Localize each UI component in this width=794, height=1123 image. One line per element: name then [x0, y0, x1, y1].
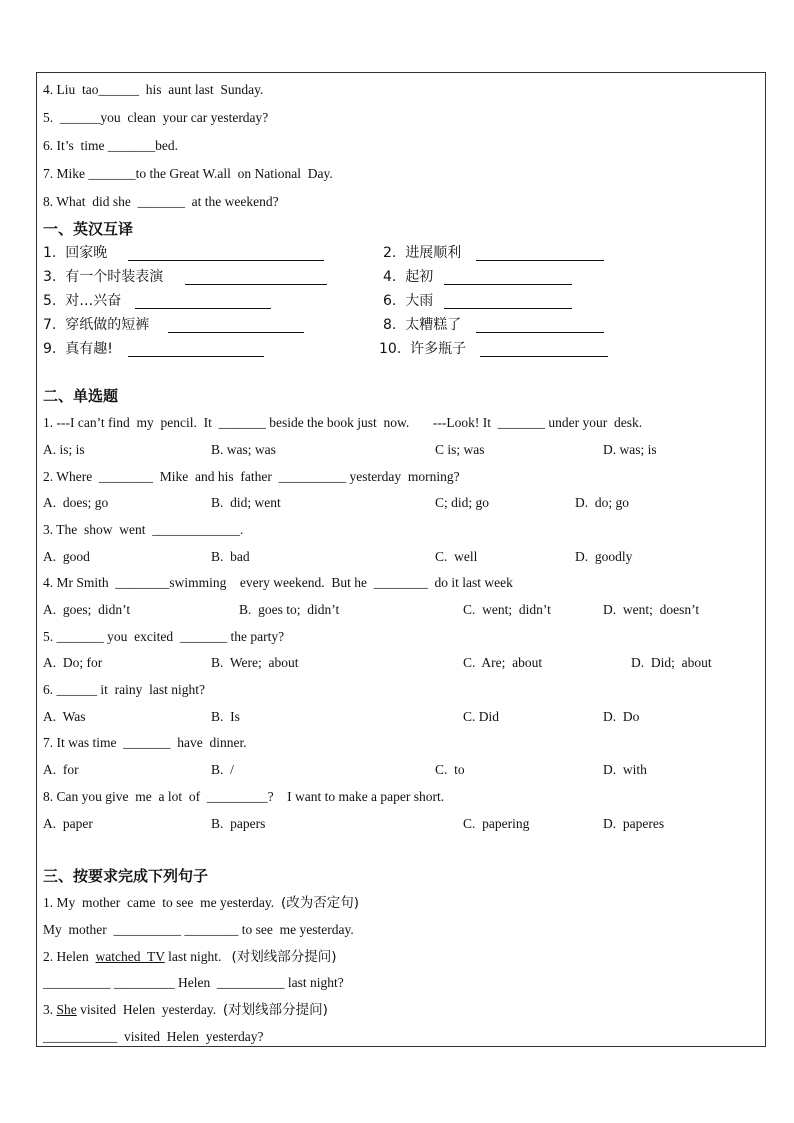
section-heading-choice: 二、单选题: [43, 387, 119, 405]
underlined-text: She: [56, 1002, 77, 1017]
section-heading-translation: 一、英汉互译: [43, 220, 134, 238]
rewrite-question: [43, 894, 359, 912]
vocab-number: 3.: [43, 269, 57, 285]
question-text: 1. My mother came to see me yesterday.: [43, 895, 281, 910]
option: A. Was: [43, 709, 86, 724]
option: A. Do; for: [43, 655, 103, 670]
option: B. was; was: [211, 442, 276, 457]
vocab-chinese: 许多瓶子: [410, 341, 467, 357]
vocab-number: 9.: [43, 341, 57, 357]
question: 3. The show went _____________.: [43, 522, 244, 537]
option: A. good: [43, 549, 90, 564]
fill-line: 7. Mike _______to the Great W.all on National Day.: [43, 166, 333, 181]
instruction-text: (改为否定句): [280, 895, 359, 911]
vocab-item: [383, 244, 461, 262]
vocab-number: 6.: [383, 293, 397, 309]
instruction-text: (对划线部分提问): [231, 949, 337, 965]
answer-blank: [480, 356, 608, 357]
question: 4. Mr Smith ________swimming every weekend. But he ________ do it last week: [43, 575, 513, 590]
vocab-number: 4.: [383, 269, 397, 285]
vocab-number: 10.: [379, 341, 402, 357]
option: A. is; is: [43, 442, 85, 457]
rewrite-answer: ___________ visited Helen yesterday?: [43, 1029, 264, 1044]
answer-blank: [128, 356, 264, 357]
option: A. for: [43, 762, 79, 777]
option: D. went; doesn’t: [603, 602, 700, 617]
rewrite-question: [43, 948, 337, 966]
option: B. papers: [211, 816, 266, 831]
section-heading-rewrite: 三、按要求完成下列句子: [43, 867, 209, 885]
option: C. went; didn’t: [463, 602, 551, 617]
fill-line: 6. It’s time _______bed.: [43, 138, 178, 153]
option: A. paper: [43, 816, 93, 831]
rewrite-answer: __________ _________ Helen __________ last night?: [43, 975, 344, 990]
question: 6. ______ it rainy last night?: [43, 682, 205, 697]
vocab-chinese: 大雨: [405, 293, 434, 309]
option: D. goodly: [575, 549, 633, 564]
vocab-number: 1.: [43, 245, 57, 261]
option: C. Did: [463, 709, 500, 724]
instruction-text: (对划线部分提问): [222, 1002, 328, 1018]
vocab-item: [379, 340, 466, 358]
option: B. Is: [211, 709, 240, 724]
rewrite-question: [43, 1001, 328, 1019]
option: C. well: [435, 549, 478, 564]
question-text: 3.: [43, 1002, 57, 1017]
vocab-item: [383, 268, 433, 286]
question-text: visited Helen yesterday.: [76, 1002, 223, 1017]
option: D. do; go: [575, 495, 629, 510]
option: C. Are; about: [463, 655, 543, 670]
vocab-chinese: 穿纸做的短裤: [65, 317, 150, 333]
question-text: last night.: [164, 949, 232, 964]
option: B. goes to; didn’t: [239, 602, 340, 617]
vocab-chinese: 有一个时装表演: [65, 269, 164, 285]
answer-blank: [128, 260, 324, 261]
option: C is; was: [435, 442, 485, 457]
option: D. with: [603, 762, 647, 777]
vocab-chinese: 回家晚: [65, 245, 108, 261]
answer-blank: [444, 284, 572, 285]
fill-line: 5. ______you clean your car yesterday?: [43, 110, 269, 125]
option: B. Were; about: [211, 655, 299, 670]
vocab-chinese: 真有趣!: [65, 341, 113, 357]
vocab-chinese: 起初: [405, 269, 434, 285]
vocab-item: [43, 340, 113, 358]
option: D. was; is: [603, 442, 657, 457]
answer-blank: [185, 284, 327, 285]
answer-blank: [444, 308, 572, 309]
rewrite-answer: My mother __________ ________ to see me yesterday.: [43, 922, 354, 937]
answer-blank: [168, 332, 304, 333]
fill-line: 8. What did she _______ at the weekend?: [43, 194, 279, 209]
vocab-item: [383, 316, 461, 334]
vocab-chinese: 进展顺利: [405, 245, 462, 261]
vocab-chinese: 太糟糕了: [405, 317, 462, 333]
vocab-item: [43, 316, 149, 334]
option: B. /: [211, 762, 234, 777]
answer-blank: [476, 332, 604, 333]
vocab-chinese: 对…兴奋: [65, 293, 122, 309]
question: 2. Where ________ Mike and his father __________ yesterday morning?: [43, 469, 460, 484]
option: C; did; go: [435, 495, 490, 510]
vocab-number: 5.: [43, 293, 57, 309]
question: 8. Can you give me a lot of _________? I want to make a paper short.: [43, 789, 445, 804]
option: A. does; go: [43, 495, 109, 510]
vocab-number: 8.: [383, 317, 397, 333]
answer-blank: [135, 308, 271, 309]
vocab-item: [383, 292, 433, 310]
option: B. bad: [211, 549, 250, 564]
option: D. paperes: [603, 816, 665, 831]
option: A. goes; didn’t: [43, 602, 131, 617]
question: 1. ---I can’t find my pencil. It _______ beside the book just now. ---Look! It _______ under your desk.: [43, 415, 643, 430]
vocab-number: 2.: [383, 245, 397, 261]
option: B. did; went: [211, 495, 281, 510]
question: 5. _______ you excited _______ the party?: [43, 629, 285, 644]
vocab-item: [43, 292, 121, 310]
answer-blank: [476, 260, 604, 261]
option: D. Did; about: [631, 655, 712, 670]
vocab-number: 7.: [43, 317, 57, 333]
question-text: 2. Helen: [43, 949, 96, 964]
underlined-text: watched TV: [95, 949, 165, 964]
fill-line: 4. Liu tao______ his aunt last Sunday.: [43, 82, 264, 97]
vocab-item: [43, 244, 107, 262]
option: D. Do: [603, 709, 640, 724]
option: C. to: [435, 762, 465, 777]
option: C. papering: [463, 816, 530, 831]
question: 7. It was time _______ have dinner.: [43, 735, 247, 750]
vocab-item: [43, 268, 163, 286]
